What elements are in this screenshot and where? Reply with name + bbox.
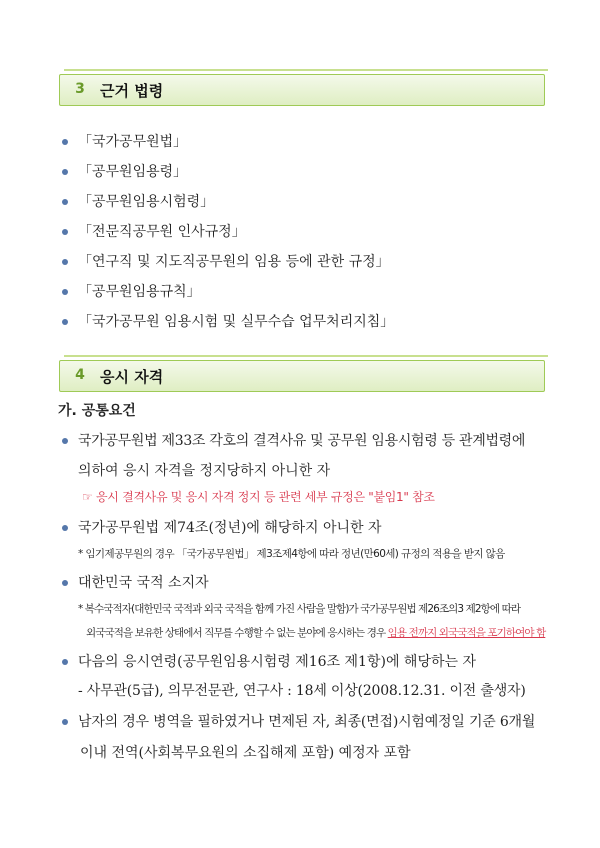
bullet-icon xyxy=(62,229,68,235)
bullet-icon xyxy=(62,319,68,325)
retirement-age-note: * 임기제공무원의 경우 「국가공무원법」 제3조제4항에 따라 정년(만60세) 규정의 적용을 받지 않음 xyxy=(78,548,505,560)
section-3-header xyxy=(59,74,545,106)
section-3-title: 근거 법령 xyxy=(100,82,164,100)
reference-note: ☞ 응시 결격사유 및 응시 자격 정지 등 관련 세부 규정은 "붙임1" 참조 xyxy=(82,490,435,504)
bullet-icon xyxy=(62,169,68,175)
bullet-icon xyxy=(62,719,68,725)
requirement-item-continuation: 의하여 응시 자격을 정지당하지 아니한 자 xyxy=(78,463,331,479)
section-4-header xyxy=(59,360,545,392)
dual-citizenship-note: * 복수국적자(대한민국 국적과 외국 국적을 함께 가진 사람을 말함)가 국가공무원법 제26조의3 제2항에 따라 xyxy=(78,603,521,615)
bullet-icon xyxy=(62,525,68,531)
bullet-icon xyxy=(62,580,68,586)
bullet-icon xyxy=(62,438,68,444)
requirement-item-continuation: 이내 전역(사회복무요원의 소집해제 포함) 예정자 포함 xyxy=(80,745,411,761)
bullet-icon xyxy=(62,659,68,665)
subheading-common-requirements: 가. 공통요건 xyxy=(58,403,136,419)
section-4-number: 4 xyxy=(75,367,85,383)
dual-citizenship-note-continuation: 외국국적을 보유한 상태에서 직무를 수행할 수 없는 분야에 응시하는 경우 임용 전까지 외국국적을 포기하여야 함 xyxy=(86,627,546,639)
bullet-icon xyxy=(62,289,68,295)
highlighted-requirement: 임용 전까지 외국국적을 포기하여야 함 xyxy=(387,627,546,639)
age-requirement-detail: - 사무관(5급), 의무전문관, 연구사 : 18세 이상(2008.12.31. 이전 출생자) xyxy=(78,683,526,699)
bullet-icon xyxy=(62,139,68,145)
bullet-icon xyxy=(62,199,68,205)
section-3-number: 3 xyxy=(75,81,85,97)
section-4-title: 응시 자격 xyxy=(100,368,164,386)
bullet-icon xyxy=(62,259,68,265)
